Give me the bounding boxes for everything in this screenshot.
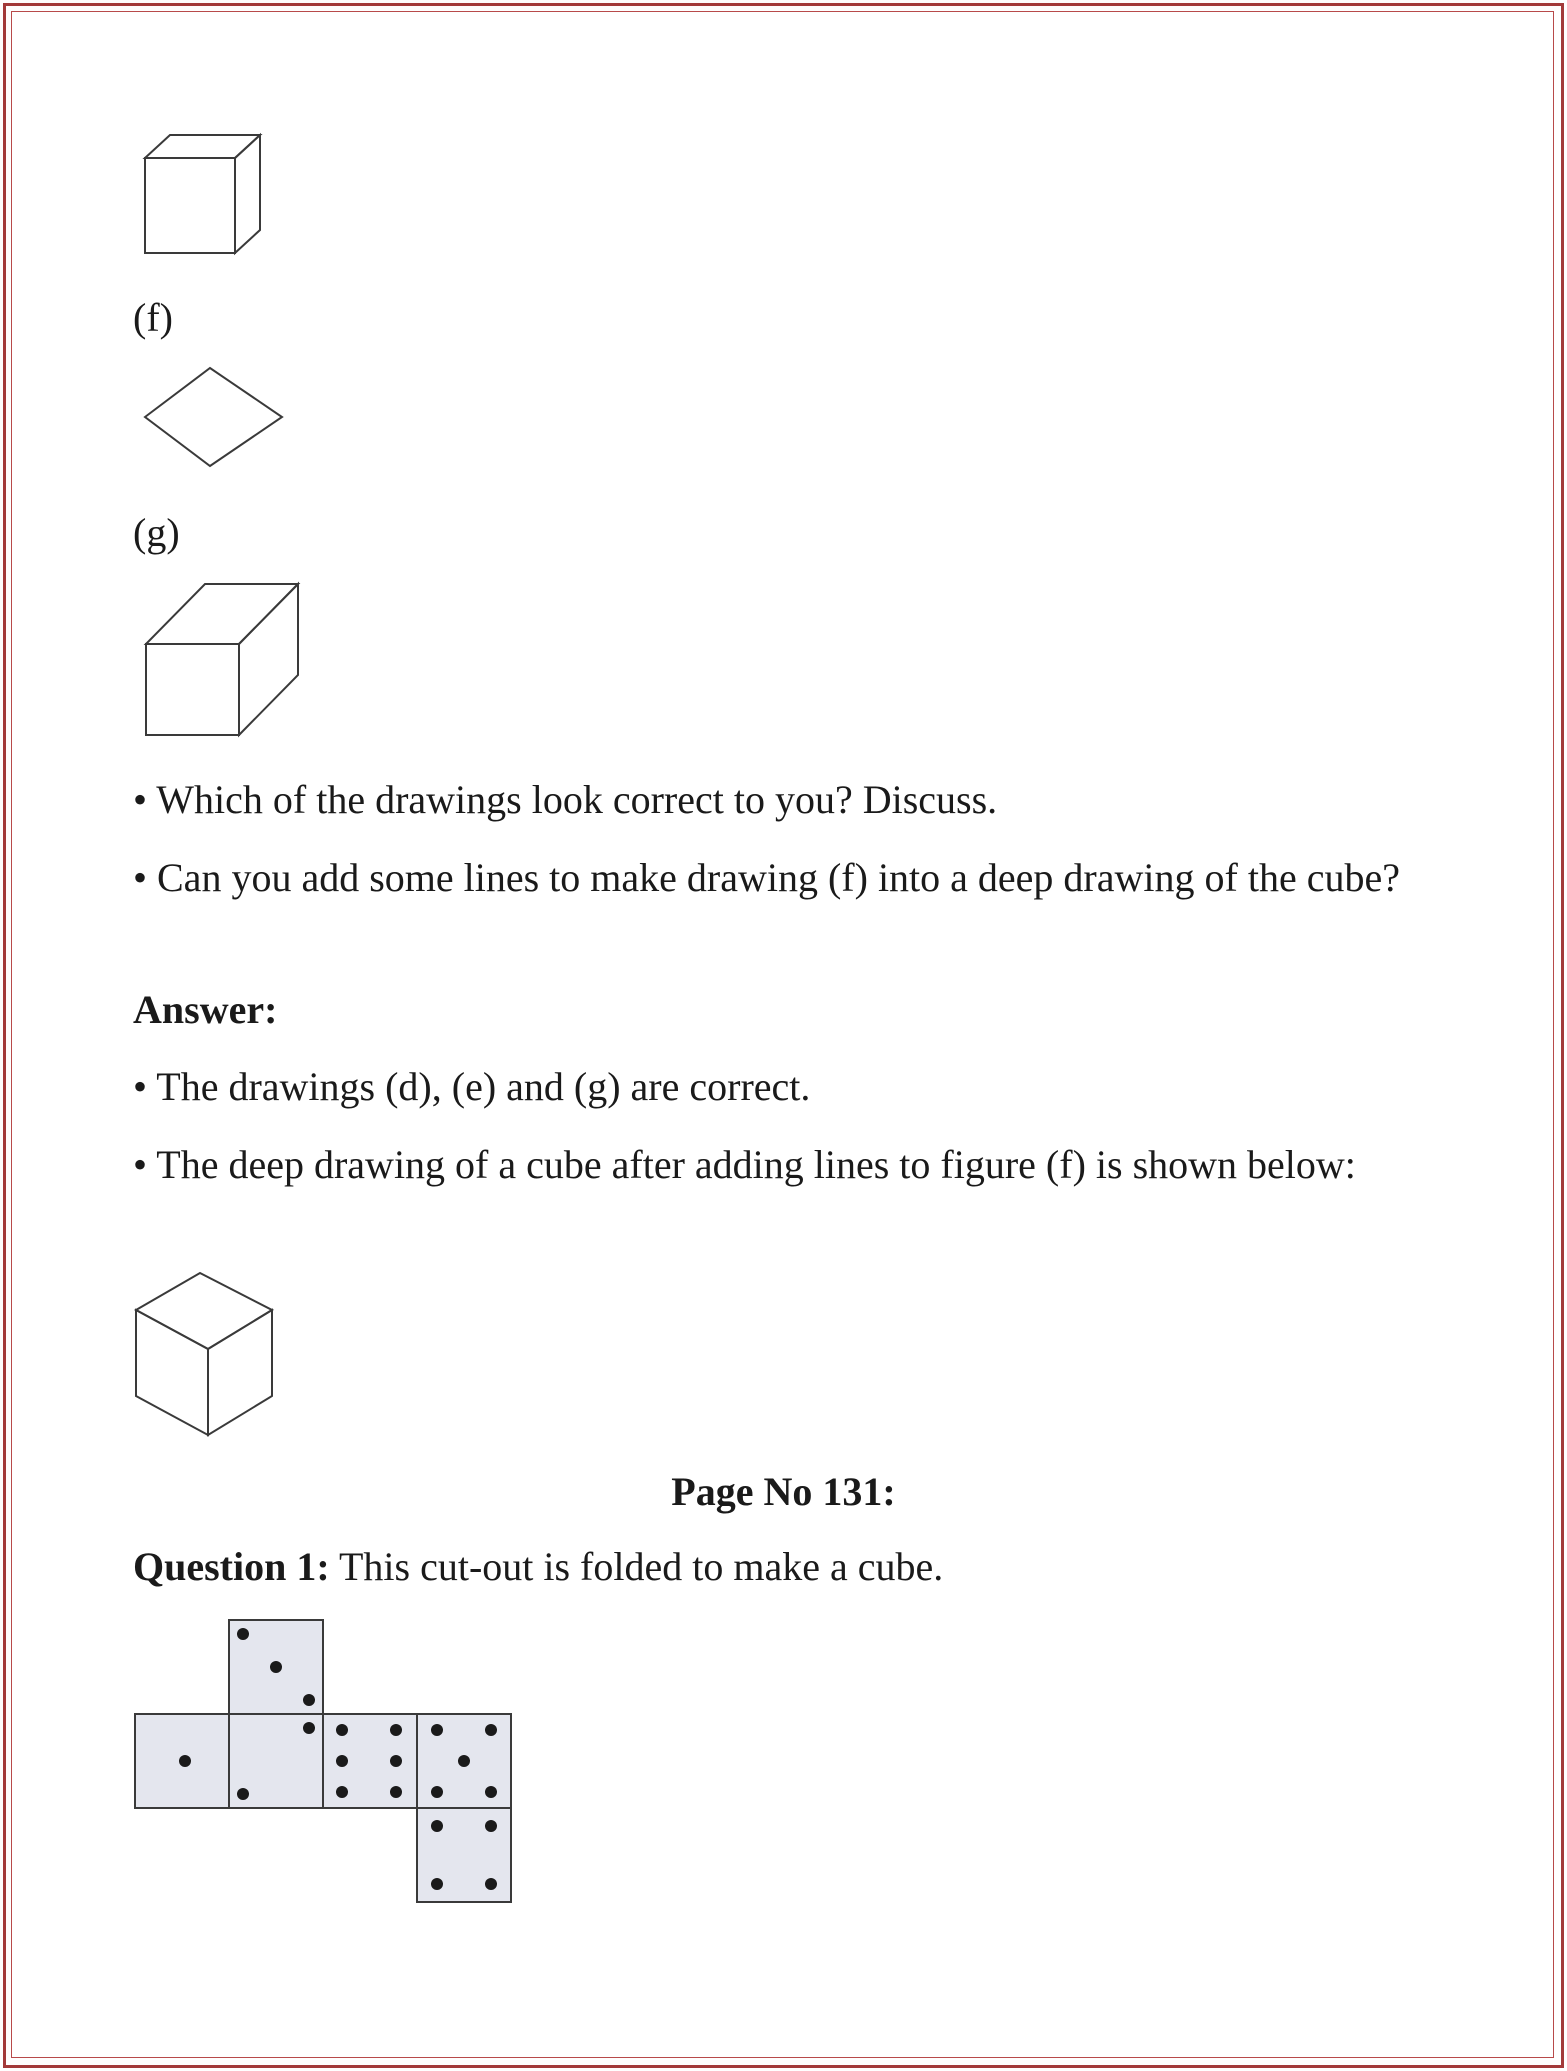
- dot: [431, 1786, 443, 1798]
- dot: [431, 1724, 443, 1736]
- figure-label-f: (f): [133, 295, 173, 340]
- question-add-lines: • Can you add some lines to make drawing (f) into a deep drawing of the cube?: [133, 855, 1400, 900]
- answer-cube-drawing: [133, 1270, 278, 1440]
- figure-label-g: (g): [133, 510, 180, 555]
- dot: [336, 1724, 348, 1736]
- dot: [390, 1724, 402, 1736]
- dot: [485, 1820, 497, 1832]
- question-1: [133, 1539, 1433, 1595]
- net-face-middle: [229, 1714, 323, 1808]
- rhombus-f-drawing: [142, 365, 287, 470]
- dice-net-figure: [133, 1618, 513, 1908]
- dot: [303, 1722, 315, 1734]
- net-face-top: [229, 1620, 323, 1714]
- cube-figure-e: [140, 130, 270, 260]
- dot: [270, 1661, 282, 1673]
- question-1-text: This cut-out is folded to make a cube.: [329, 1544, 944, 1589]
- cube-e-drawing: [140, 130, 270, 260]
- dot: [485, 1724, 497, 1736]
- answer-cube-figure: [133, 1270, 278, 1440]
- dot: [458, 1755, 470, 1767]
- net-face-six: [323, 1714, 417, 1808]
- cube-figure-g: [144, 582, 304, 740]
- dot: [336, 1786, 348, 1798]
- net-face-five: [417, 1714, 511, 1808]
- answer-heading: Answer:: [133, 987, 278, 1032]
- page-number-heading: Page No 131:: [671, 1469, 896, 1514]
- answer-line-2: • The deep drawing of a cube after adding lines to figure (f) is shown below:: [133, 1142, 1356, 1187]
- net-face-bottom: [417, 1808, 511, 1902]
- dot: [179, 1755, 191, 1767]
- rhombus-figure-f: [142, 365, 287, 470]
- answer-line-1: • The drawings (d), (e) and (g) are correct.: [133, 1064, 811, 1109]
- dot: [237, 1628, 249, 1640]
- dot: [303, 1694, 315, 1706]
- dot: [237, 1788, 249, 1800]
- dot: [336, 1755, 348, 1767]
- cube-g-drawing: [144, 582, 304, 740]
- question-which-correct: • Which of the drawings look correct to you? Discuss.: [133, 777, 998, 822]
- dot: [431, 1820, 443, 1832]
- dot: [390, 1786, 402, 1798]
- net-face-left: [135, 1714, 229, 1808]
- dot: [485, 1786, 497, 1798]
- dot: [390, 1755, 402, 1767]
- dot: [485, 1878, 497, 1890]
- question-1-label: Question 1:: [133, 1544, 330, 1589]
- dice-net-drawing: [133, 1618, 513, 1908]
- dot: [431, 1878, 443, 1890]
